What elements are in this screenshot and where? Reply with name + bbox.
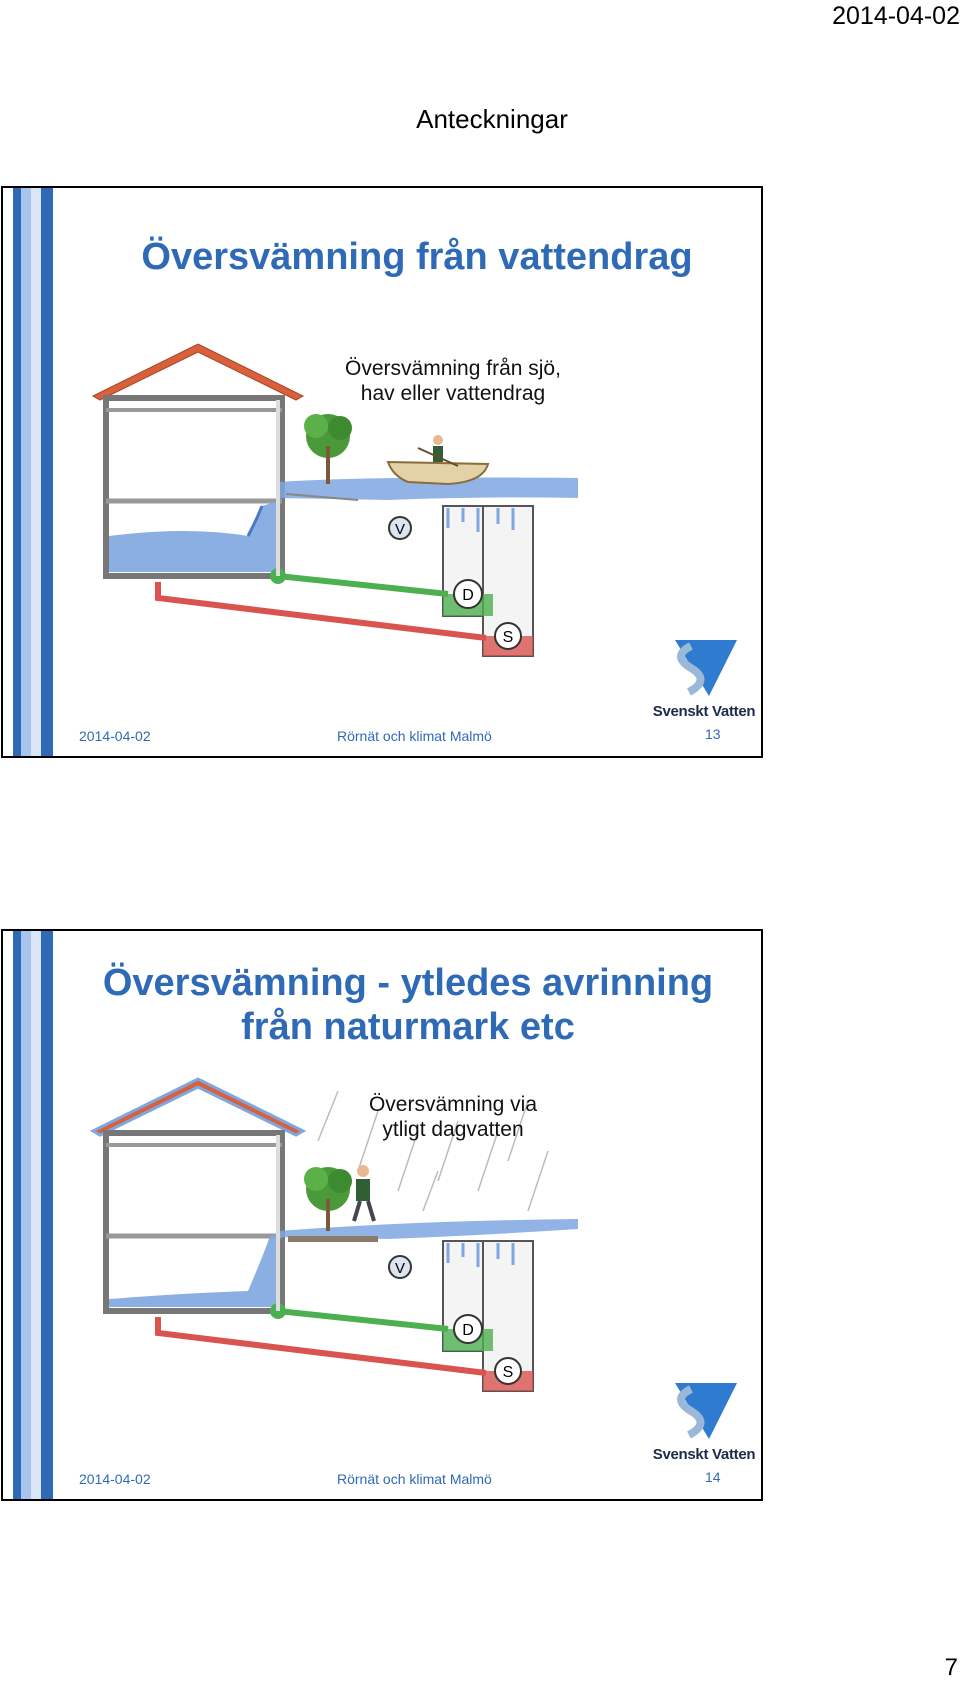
footer-date: 2014-04-02 <box>79 1471 151 1487</box>
label-s: S <box>502 1364 514 1381</box>
slide-title: Översvämning - ytledes avrinning från naturmark etc <box>102 962 714 1048</box>
logo-mark-icon <box>651 636 757 700</box>
page-number: 7 <box>944 1654 958 1681</box>
label-s: S <box>502 629 514 646</box>
page-date: 2014-04-02 <box>832 2 960 30</box>
footer-date: 2014-04-02 <box>79 728 151 744</box>
slide-number: 14 <box>705 1469 721 1485</box>
slide-side-bars <box>3 931 55 1499</box>
illustration-caption: Översvämning från sjö, hav eller vattendrag <box>345 357 561 405</box>
illustration-caption: Översvämning via ytligt dagvatten <box>368 1093 538 1141</box>
stormwater-pipe <box>278 576 448 594</box>
slide-number: 13 <box>705 726 721 742</box>
label-v: V <box>394 1260 406 1277</box>
rower <box>433 435 443 445</box>
person <box>357 1165 369 1177</box>
slide-title: Översvämning från vattendrag <box>141 236 693 278</box>
svenskt-vatten-logo: Svenskt Vatten <box>651 636 757 736</box>
label-v: V <box>394 521 406 538</box>
slide-side-bars <box>3 188 55 756</box>
slide-14 <box>1 929 763 1501</box>
footer-subject: Rörnät och klimat Malmö <box>337 728 492 744</box>
logo-mark-icon <box>651 1379 757 1443</box>
svenskt-vatten-logo: Svenskt Vatten <box>651 1379 757 1479</box>
footer-subject: Rörnät och klimat Malmö <box>337 1471 492 1487</box>
label-d: D <box>462 587 474 604</box>
notes-heading: Anteckningar <box>416 104 568 134</box>
roof <box>93 344 303 400</box>
label-d: D <box>462 1322 474 1339</box>
roof <box>93 1079 303 1135</box>
slide-13 <box>1 186 763 758</box>
stormwater-pipe <box>278 1311 448 1329</box>
